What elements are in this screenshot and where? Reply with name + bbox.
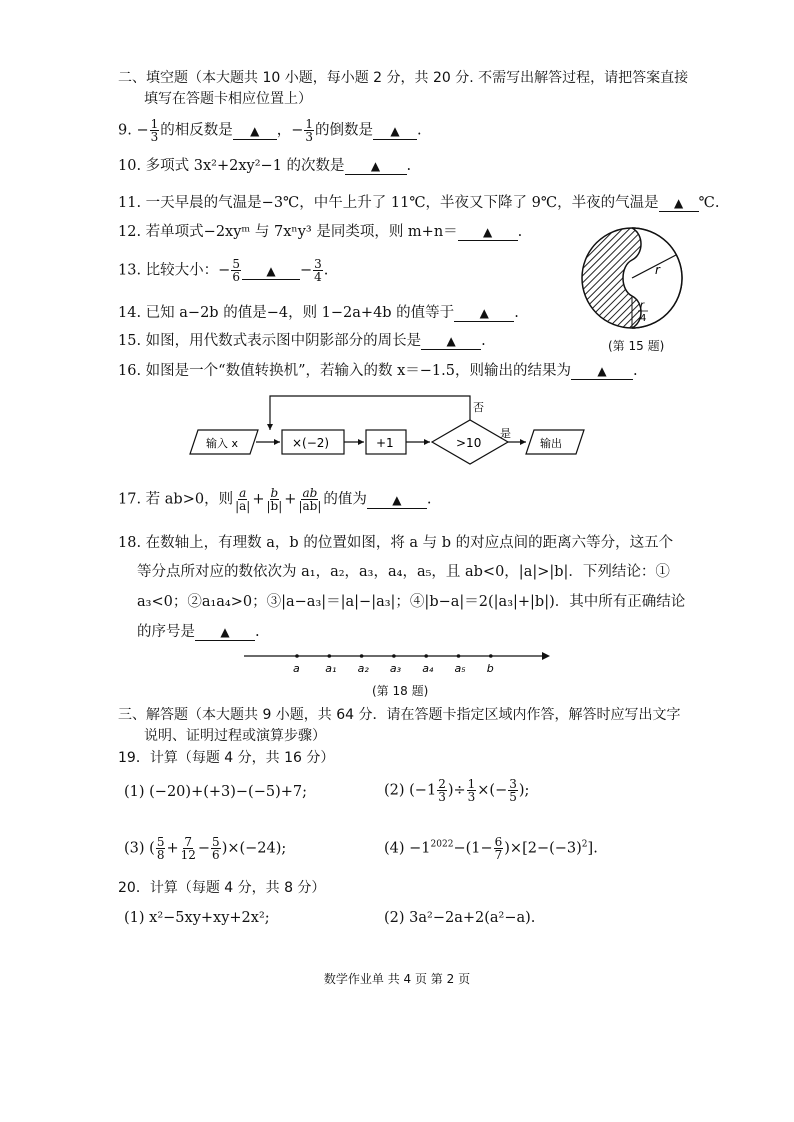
question-18-line3: a₃<0；②a₁a₄>0；③|a−a₃|＝|a|−|a₃|；④|b−a|＝2(|a₃|+|b|)．其中所有正确结论 [137,594,686,610]
question-12: 12. 若单项式−2xyᵐ 与 7xⁿy³ 是同类项，则 m+n＝ ▲ . [118,224,523,240]
answer-blank[interactable]: ▲ [242,263,300,280]
question-19-part2: (2) (−1 $\frac{2}{3}$ )÷ $\frac{1}{3}$ ×(− $\frac{3}{5}$ ); [384,777,530,804]
axis-point [392,654,396,658]
label-r4-den: 4 [640,313,647,324]
yes-label: 是 [500,427,511,440]
question-20-part2: (2) 3a²−2a+2(a²−a). [384,910,536,926]
question-11: 11. 一天早晨的气温是−3℃，中午上升了 11℃，半夜又下降了 9℃，半夜的气温是 ▲ ℃. [118,195,720,211]
axis-label: b [486,662,494,675]
number-line-18 [240,648,560,676]
answer-blank[interactable]: ▲ [195,624,255,641]
flowchart [186,390,586,470]
label-r4-num: r [640,300,645,311]
output-label: 输出 [540,437,562,450]
loop-line [270,396,470,430]
section3-header-line1: 三、解答题（本大题共 9 小题，共 64 分．请在答题卡指定区域内作答，解答时应写出文字 [118,707,681,723]
figure-18-caption: (第 18 题) [372,684,429,698]
section2-header-line2: 填写在答题卡相应位置上） [144,91,312,107]
question-16: 16. 如图是一个“数值转换机”，若输入的数 x＝−1.5，则输出的结果为 ▲ . [118,363,638,379]
question-20-part1: (1) x²−5xy+xy+2x²; [124,910,270,926]
section2-header-line1: 二、填空题（本大题共 10 小题，每小题 2 分，共 20 分. 不需写出解答过程，请把答案直接 [118,70,689,86]
answer-blank[interactable]: ▲ [345,158,407,175]
answer-blank[interactable]: ▲ [458,224,518,241]
answer-blank[interactable]: ▲ [659,195,699,212]
answer-blank[interactable]: ▲ [454,305,514,322]
no-label: 否 [473,401,484,414]
answer-blank[interactable]: ▲ [421,333,481,350]
question-9: 9. − $\frac{1}{3}$ 的相反数是 ▲ ，− $\frac{1}{3}$ 的倒数是 ▲ . [118,117,422,144]
figure-15-caption: (第 15 题) [608,339,665,353]
op2-label: +1 [376,436,394,450]
question-15: 15. 如图，用代数式表示图中阴影部分的周长是 ▲ . [118,333,486,349]
axis-point [328,654,332,658]
axis-point [457,654,461,658]
question-20-title: 20．计算（每题 4 分，共 8 分） [118,880,326,896]
axis-label: a [293,662,300,675]
answer-blank[interactable]: ▲ [571,363,633,380]
question-13: 13. 比较大小：− $\frac{5}{6}$ ▲ − $\frac{3}{4}$ . [118,257,329,284]
axis-point [489,654,493,658]
axis-label: a₄ [422,662,434,675]
axis-label: a₂ [357,662,369,675]
label-r: r [655,263,660,277]
question-19-part3: (3) ( $\frac{5}{8}$ + $\frac{7}{12}$ − $\frac{5}{6}$ )×(−24); [124,835,287,862]
axis-label: a₃ [389,662,402,675]
cond-label: >10 [456,436,482,450]
question-18-line4: 的序号是 ▲ . [137,624,260,640]
answer-blank[interactable]: ▲ [367,492,427,509]
fraction: $\frac{1}{3}$ [150,117,159,144]
question-18-line1: 18. 在数轴上，有理数 a，b 的位置如图，将 a 与 b 的对应点间的距离六等分，这五个 [118,535,674,551]
answer-blank[interactable]: ▲ [233,123,277,140]
axis-arrow [542,652,550,660]
axis-label: a₅ [454,662,466,675]
figure-15 [572,222,692,334]
question-19-part1: (1) (−20)+(+3)−(−5)+7; [124,784,307,800]
op1-label: ×(−2) [292,436,330,450]
input-label: 输入 x [206,437,239,450]
answer-blank[interactable]: ▲ [373,123,417,140]
question-19-title: 19．计算（每题 4 分，共 16 分） [118,750,335,766]
axis-point [295,654,299,658]
question-10: 10. 多项式 3x²+2xy²−1 的次数是 ▲ . [118,158,412,174]
section3-header-line2: 说明、证明过程或演算步骤） [144,728,326,744]
question-17: 17. 若 ab>0，则 $\frac{a}{|a|}$ + $\frac{b}{|b|}$ + $\frac{ab}{|ab|}$ 的值为 ▲ . [118,486,432,513]
axis-label: a₁ [325,662,337,675]
axis-point [360,654,364,658]
question-18-line2: 等分点所对应的数依次为 a₁，a₂，a₃，a₄，a₅，且 ab<0，|a|>|b|．下列结论：① [137,564,670,580]
page-footer: 数学作业单 共 4 页 第 2 页 [323,972,471,986]
axis-point [424,654,428,658]
question-19-part4: $(4) -1^{2022}-(1-$ $\frac{6}{7}$ )$\times[2-(-3)^2]$. [384,835,598,862]
question-14: 14. 已知 a−2b 的值是−4，则 1−2a+4b 的值等于 ▲ . [118,305,519,321]
